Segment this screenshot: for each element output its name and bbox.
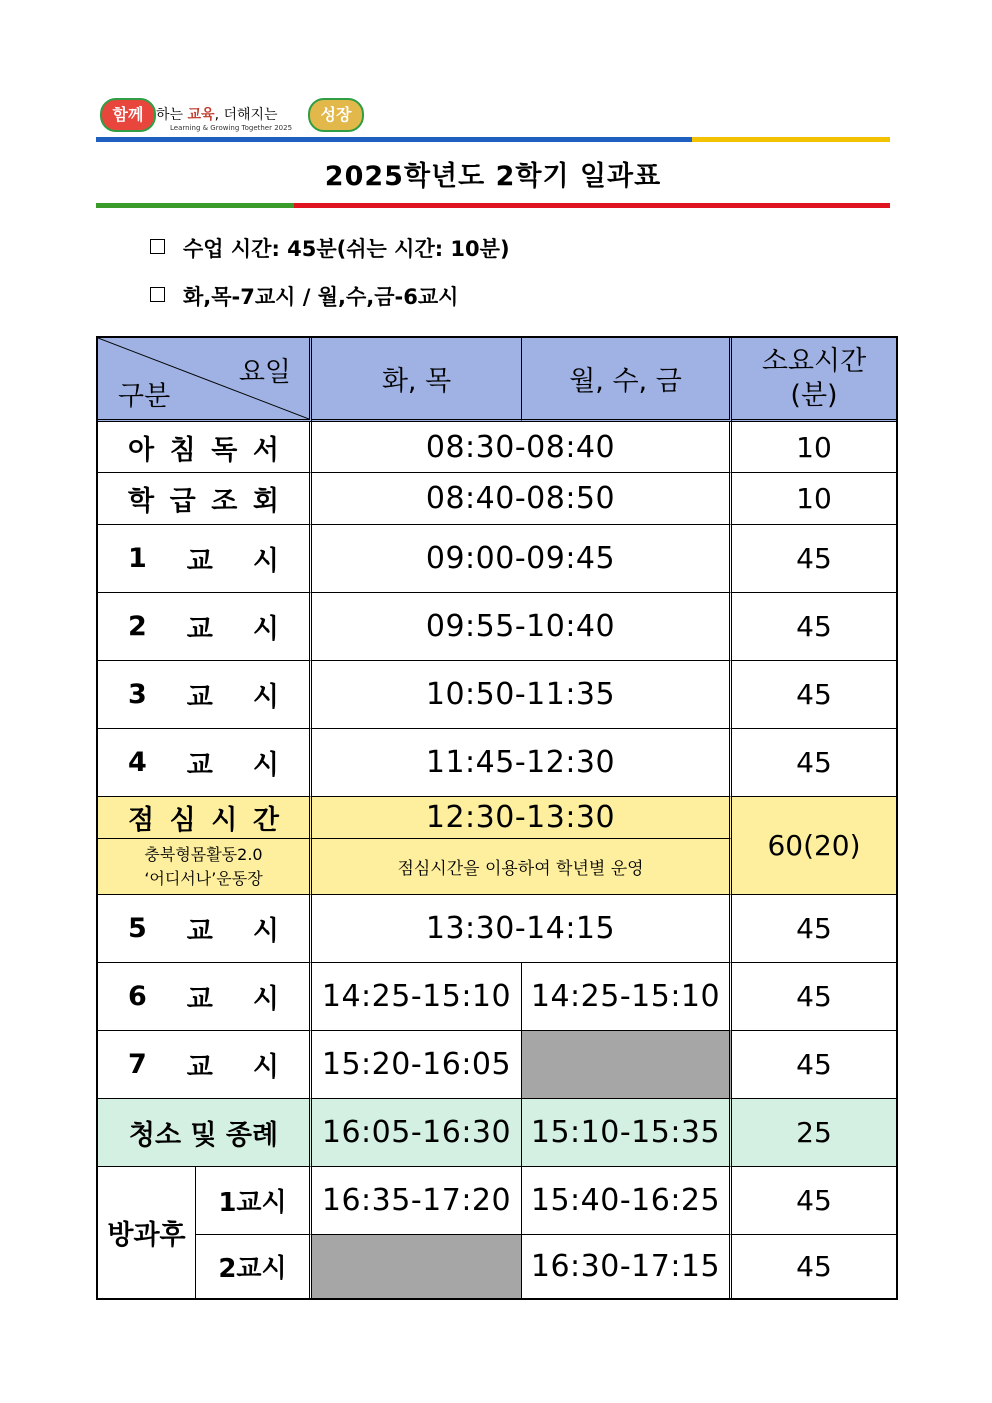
row-label: 6 교 시 [98,963,312,1031]
logo [100,96,370,136]
top-bar-blue [96,137,692,142]
empty-cell [312,1235,522,1298]
bottom-bar-green [96,203,294,208]
empty-cell [522,1031,732,1099]
bottom-bar-red [294,203,890,208]
time-cell: 09:00-09:45 [312,525,732,593]
minutes-cell: 45 [732,729,896,797]
checkbox-icon [150,287,165,302]
after-school-p2-label: 2교시 [196,1235,312,1298]
corner-header [98,338,312,422]
after-school-label: 방과후 [98,1167,196,1298]
corner-top-label: 요일 [238,357,291,388]
minutes-cell: 10 [732,473,896,525]
row-label: 아 침 독 서 [98,422,312,473]
header-mwf: 월, 수, 금 [522,338,732,422]
header-duration: 소요시간 (분) [732,338,896,422]
time-cell: 08:40-08:50 [312,473,732,525]
row-label: 2 교 시 [98,593,312,661]
row-label: 1 교 시 [98,525,312,593]
minutes-cell: 45 [732,525,896,593]
time-cell: 10:50-11:35 [312,661,732,729]
minutes-cell: 45 [732,593,896,661]
row-label: 학 급 조 회 [98,473,312,525]
row-label: 7 교 시 [98,1031,312,1099]
minutes-cell: 10 [732,422,896,473]
checkbox-icon [150,239,165,254]
logo-tagline: Learning & Growing Together 2025 [170,124,293,132]
page-title: 2025학년도 2학기 일과표 [324,161,662,192]
lunch-time: 12:30-13:30 [312,797,732,839]
time-cell: 11:45-12:30 [312,729,732,797]
after-school-p1-label: 1교시 [196,1167,312,1235]
time-cell: 08:30-08:40 [312,422,732,473]
cleaning-minutes: 25 [732,1099,896,1167]
row-label: 5 교 시 [98,895,312,963]
cleaning-time-tue-thu: 16:05-16:30 [312,1099,522,1167]
after-school-p2-mwf: 16:30-17:15 [522,1235,732,1298]
minutes-cell: 45 [732,963,896,1031]
time-mwf: 14:25-15:10 [522,963,732,1031]
logo-middle-text: 하는 교육, 더해지는 [156,107,278,123]
row-label: 3 교 시 [98,661,312,729]
after-school-p1-mwf: 15:40-16:25 [522,1167,732,1235]
corner-bottom-label: 구분 [118,381,171,412]
schedule-table [96,336,898,1300]
activity-desc: 점심시간을 이용하여 학년별 운영 [312,839,732,895]
time-cell: 13:30-14:15 [312,895,732,963]
note-class-time: 수업 시간: 45분(쉬는 시간: 10분) [150,233,510,263]
header-tue-thu: 화, 목 [312,338,522,422]
after-school-p1-minutes: 45 [732,1167,896,1235]
lunch-label: 점 심 시 간 [98,797,312,839]
activity-label: 충북형몸활동2.0 ‘어디서나’운동장 [98,839,312,895]
after-school-p1-tue-thu: 16:35-17:20 [312,1167,522,1235]
lunch-minutes: 60(20) [732,797,896,895]
cleaning-time-mwf: 15:10-15:35 [522,1099,732,1167]
time-tue-thu: 15:20-16:05 [312,1031,522,1099]
note-periods: 화,목-7교시 / 월,수,금-6교시 [150,281,458,311]
top-bar-yellow [692,137,890,142]
row-label: 4 교 시 [98,729,312,797]
logo-left-badge: 함께 [100,98,156,132]
minutes-cell: 45 [732,1031,896,1099]
after-school-p2-minutes: 45 [796,1250,832,1283]
time-cell: 09:55-10:40 [312,593,732,661]
minutes-cell: 45 [732,895,896,963]
logo-right-badge: 성장 [308,98,364,132]
cleaning-label: 청소 및 종례 [98,1099,312,1167]
time-tue-thu: 14:25-15:10 [312,963,522,1031]
minutes-cell: 45 [732,661,896,729]
